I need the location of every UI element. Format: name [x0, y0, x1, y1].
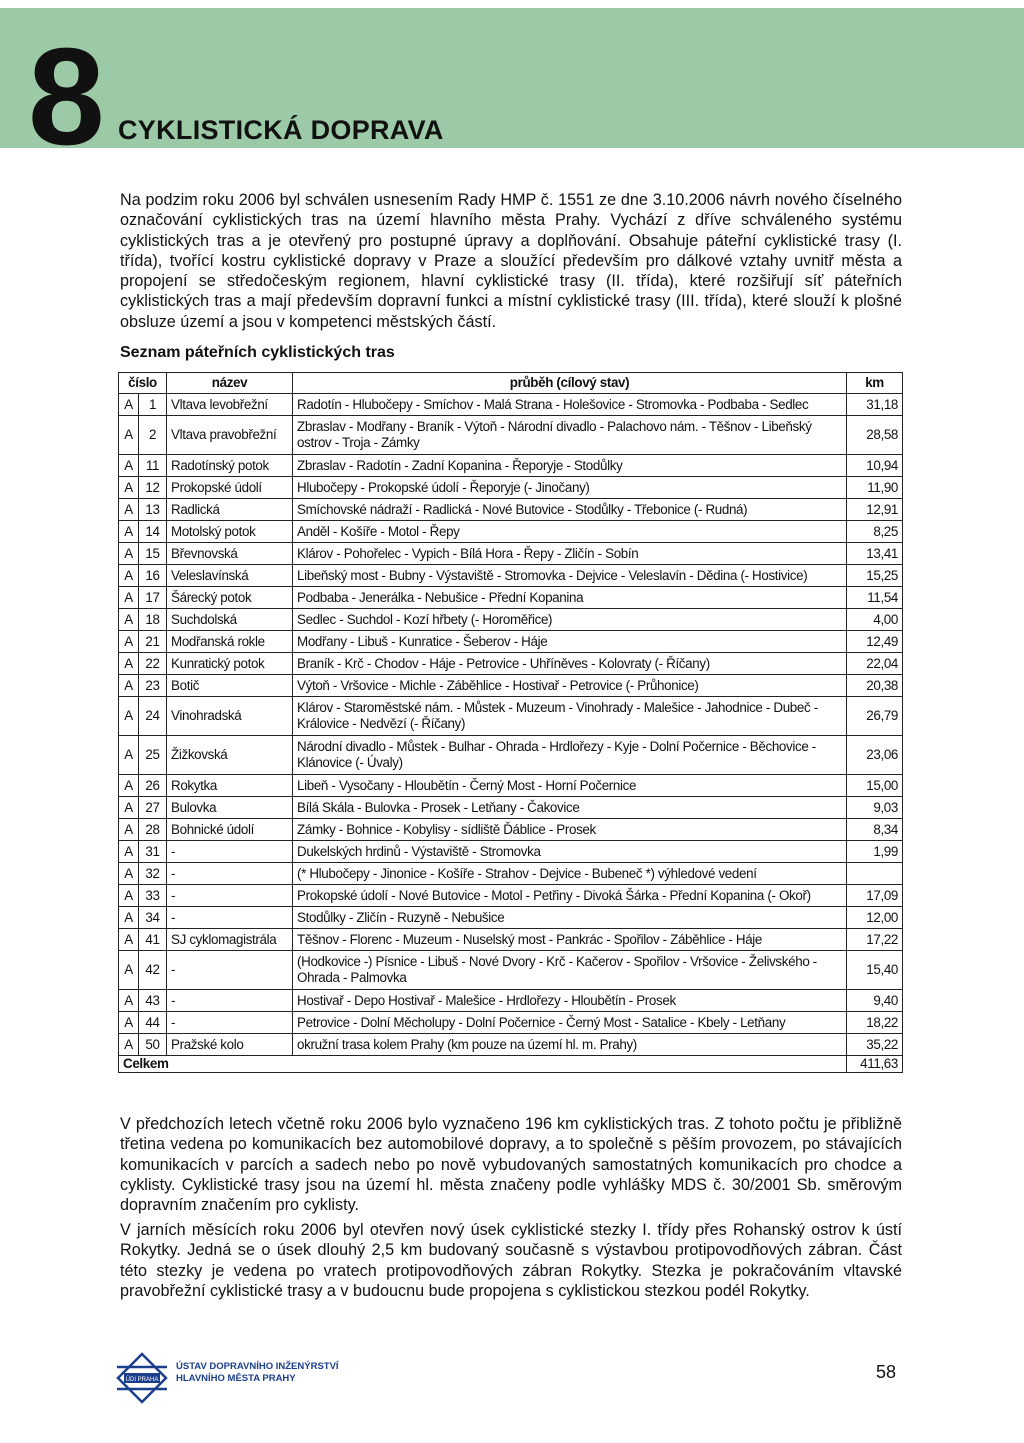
table-row: [119, 863, 903, 885]
route-course: Podbaba - Jenerálka - Nebušice - Přední Kopanina: [293, 587, 847, 609]
route-km: 15,40: [847, 951, 903, 990]
route-name: Bohnické údolí: [167, 819, 293, 841]
route-km: 13,41: [847, 543, 903, 565]
route-course: Libeň - Vysočany - Hloubětín - Černý Most - Horní Počernice: [293, 775, 847, 797]
table-row: [119, 675, 903, 697]
route-name: Šárecký potok: [167, 587, 293, 609]
table-row: [119, 587, 903, 609]
route-name: -: [167, 907, 293, 929]
route-class: A: [119, 394, 139, 416]
route-km: 12,00: [847, 907, 903, 929]
route-course: Modřany - Libuš - Kunratice - Šeberov - Háje: [293, 631, 847, 653]
route-number: 21: [139, 631, 167, 653]
route-number: 44: [139, 1012, 167, 1034]
route-course: Braník - Krč - Chodov - Háje - Petrovice - Uhříněves - Kolovraty (- Říčany): [293, 653, 847, 675]
route-course: Anděl - Košíře - Motol - Řepy: [293, 521, 847, 543]
route-km: 8,25: [847, 521, 903, 543]
route-name: Modřanská rokle: [167, 631, 293, 653]
route-class: A: [119, 951, 139, 990]
route-course: Radotín - Hlubočepy - Smíchov - Malá Strana - Holešovice - Stromovka - Podbaba - Sedlec: [293, 394, 847, 416]
route-class: A: [119, 797, 139, 819]
route-km: 9,40: [847, 990, 903, 1012]
route-class: A: [119, 455, 139, 477]
route-number: 22: [139, 653, 167, 675]
table-row: [119, 1012, 903, 1034]
route-number: 18: [139, 609, 167, 631]
page-number: 58: [876, 1362, 897, 1382]
route-name: Pražské kolo: [167, 1034, 293, 1056]
route-km: 31,18: [847, 394, 903, 416]
route-name: Vltava levobřežní: [167, 394, 293, 416]
route-name: -: [167, 863, 293, 885]
route-km: 12,91: [847, 499, 903, 521]
route-number: 27: [139, 797, 167, 819]
route-course: Hostivař - Depo Hostivař - Malešice - Hrdlořezy - Hloubětín - Prosek: [293, 990, 847, 1012]
route-km: 23,06: [847, 736, 903, 775]
table-row: [119, 1034, 903, 1056]
route-name: Veleslavínská: [167, 565, 293, 587]
route-name: -: [167, 990, 293, 1012]
route-name: Suchdolská: [167, 609, 293, 631]
header-prubeh: průběh (cílový stav): [293, 373, 847, 394]
route-class: A: [119, 1034, 139, 1056]
route-number: 42: [139, 951, 167, 990]
table-row: [119, 990, 903, 1012]
routes-table: [118, 372, 903, 1073]
route-number: 1: [139, 394, 167, 416]
route-name: -: [167, 841, 293, 863]
route-course: Sedlec - Suchdol - Kozí hřbety (- Horoměřice): [293, 609, 847, 631]
route-km: 1,99: [847, 841, 903, 863]
route-km: [847, 863, 903, 885]
route-course: (Hodkovice -) Písnice - Libuš - Nové Dvory - Krč - Kačerov - Spořilov - Vršovice - Želivského - Ohrada - Palmovka: [293, 951, 847, 990]
route-number: 25: [139, 736, 167, 775]
route-number: 2: [139, 416, 167, 455]
header-km: km: [847, 373, 903, 394]
route-km: 17,09: [847, 885, 903, 907]
route-course: Zbraslav - Radotín - Zadní Kopanina - Řeporyje - Stodůlky: [293, 455, 847, 477]
route-km: 12,49: [847, 631, 903, 653]
route-class: A: [119, 587, 139, 609]
route-number: 12: [139, 477, 167, 499]
route-km: 8,34: [847, 819, 903, 841]
route-name: Botič: [167, 675, 293, 697]
route-name: -: [167, 1012, 293, 1034]
route-name: Kunratický potok: [167, 653, 293, 675]
table-row: [119, 609, 903, 631]
route-km: 11,90: [847, 477, 903, 499]
route-course: Prokopské údolí - Nové Butovice - Motol - Petřiny - Divoká Šárka - Přední Kopanina (- Okoř): [293, 885, 847, 907]
route-class: A: [119, 841, 139, 863]
route-name: Vinohradská: [167, 697, 293, 736]
table-row: [119, 929, 903, 951]
chapter-title: CYKLISTICKÁ DOPRAVA: [118, 115, 444, 145]
route-course: Petrovice - Dolní Měcholupy - Dolní Počernice - Černý Most - Satalice - Kbely - Letňany: [293, 1012, 847, 1034]
table-row: [119, 543, 903, 565]
route-course: Národní divadlo - Můstek - Bulhar - Ohrada - Hrdlořezy - Kyje - Dolní Počernice - Běchovice - Klánovice (- Úvaly): [293, 736, 847, 775]
route-class: A: [119, 929, 139, 951]
paragraph-marked-routes: V předchozích letech včetně roku 2006 bylo vyznačeno 196 km cyklistických tras. Z tohoto počtu je přibližně třetina vedena po komunikacích bez automobilové dopravy, a to společně s pěším provozem, po stávajících komunikacích v parcích a sadech nebo po nově vybudovaných samostatných komunikacích pro chodce a cyklisty. Cyklistické trasy jsou na území hl. města značeny podle vyhlášky MDS č. 30/2001 Sb. směrovým dopravním značením pro cyklisty.: [120, 1115, 902, 1215]
table-row: [119, 394, 903, 416]
route-class: A: [119, 675, 139, 697]
table-header-row: [119, 373, 903, 394]
route-name: -: [167, 951, 293, 990]
table-row: [119, 819, 903, 841]
org-line-1: ÚSTAV DOPRAVNÍHO INŽENÝRSTVÍ: [176, 1361, 339, 1372]
footer-organization: [176, 1361, 339, 1385]
route-course: Těšnov - Florenc - Muzeum - Nuselský most - Pankrác - Spořilov - Záběhlice - Háje: [293, 929, 847, 951]
route-number: 32: [139, 863, 167, 885]
route-class: A: [119, 863, 139, 885]
route-class: A: [119, 990, 139, 1012]
route-course: Klárov - Staroměstské nám. - Můstek - Muzeum - Vinohrady - Malešice - Jahodnice - Dubeč - Královice - Nedvězí (- Říčany): [293, 697, 847, 736]
logo-text: ÚDI PRAHA: [125, 1377, 159, 1383]
route-name: Rokytka: [167, 775, 293, 797]
route-class: A: [119, 521, 139, 543]
route-class: A: [119, 653, 139, 675]
route-km: 17,22: [847, 929, 903, 951]
total-km: 411,63: [847, 1056, 903, 1073]
route-class: A: [119, 907, 139, 929]
route-km: 15,00: [847, 775, 903, 797]
route-class: A: [119, 499, 139, 521]
route-name: Radlická: [167, 499, 293, 521]
route-km: 11,54: [847, 587, 903, 609]
route-name: Žižkovská: [167, 736, 293, 775]
table-row: [119, 653, 903, 675]
route-number: 26: [139, 775, 167, 797]
table-row: [119, 885, 903, 907]
table-row: [119, 455, 903, 477]
route-km: 18,22: [847, 1012, 903, 1034]
route-km: 10,94: [847, 455, 903, 477]
table-row: [119, 775, 903, 797]
route-class: A: [119, 565, 139, 587]
table-row: [119, 697, 903, 736]
route-number: 31: [139, 841, 167, 863]
route-course: Klárov - Pohořelec - Vypich - Bílá Hora - Řepy - Zličín - Sobín: [293, 543, 847, 565]
table-row: [119, 477, 903, 499]
route-km: 35,22: [847, 1034, 903, 1056]
route-name: SJ cyklomagistrála: [167, 929, 293, 951]
route-km: 15,25: [847, 565, 903, 587]
route-class: A: [119, 885, 139, 907]
route-class: A: [119, 1012, 139, 1034]
route-number: 24: [139, 697, 167, 736]
paragraph-rohansky-ostrov: V jarních měsících roku 2006 byl otevřen nový úsek cyklistické stezky I. třídy přes Rohanský ostrov k ústí Rokytky. Jedná se o úsek dlouhý 2,5 km budovaný současně s výstavbou protipovodňových zábran. Část této stezky je vedena po vratech protipovodňových zábran Rokytky. Stezka je pokračováním vltavské pravobřežní cyklistické trasy a v budoucnu bude propojena s cyklistickou stezkou podél Rokytky.: [120, 1221, 902, 1300]
route-name: -: [167, 885, 293, 907]
route-number: 14: [139, 521, 167, 543]
org-line-2: HLAVNÍHO MĚSTA PRAHY: [176, 1373, 296, 1384]
route-class: A: [119, 736, 139, 775]
route-number: 50: [139, 1034, 167, 1056]
table-title: Seznam páteřních cyklistických tras: [120, 344, 395, 361]
route-number: 16: [139, 565, 167, 587]
route-course: Hlubočepy - Prokopské údolí - Řeporyje (- Jinočany): [293, 477, 847, 499]
table-row: [119, 521, 903, 543]
route-number: 41: [139, 929, 167, 951]
route-number: 33: [139, 885, 167, 907]
route-course: okružní trasa kolem Prahy (km pouze na území hl. m. Prahy): [293, 1034, 847, 1056]
route-class: A: [119, 819, 139, 841]
route-course: Smíchovské nádraží - Radlická - Nové Butovice - Stodůlky - Třebonice (- Rudná): [293, 499, 847, 521]
route-course: Libeňský most - Bubny - Výstaviště - Stromovka - Dejvice - Veleslavín - Dědina (- Hostivice): [293, 565, 847, 587]
udi-logo-icon: [116, 1352, 168, 1404]
total-row: [119, 1056, 903, 1073]
route-name: Vltava pravobřežní: [167, 416, 293, 455]
table-row: [119, 499, 903, 521]
route-course: Bílá Skála - Bulovka - Prosek - Letňany - Čakovice: [293, 797, 847, 819]
table-row: [119, 951, 903, 990]
route-course: Zbraslav - Modřany - Braník - Výtoň - Národní divadlo - Palachovo nám. - Těšnov - Libeňský ostrov - Troja - Zámky: [293, 416, 847, 455]
route-class: A: [119, 775, 139, 797]
header-cislo: číslo: [119, 373, 167, 394]
route-class: A: [119, 477, 139, 499]
route-number: 23: [139, 675, 167, 697]
route-class: A: [119, 609, 139, 631]
table-row: [119, 841, 903, 863]
route-class: A: [119, 416, 139, 455]
route-km: 20,38: [847, 675, 903, 697]
table-row: [119, 416, 903, 455]
route-class: A: [119, 631, 139, 653]
route-class: A: [119, 697, 139, 736]
table-row: [119, 631, 903, 653]
route-number: 17: [139, 587, 167, 609]
route-name: Břevnovská: [167, 543, 293, 565]
table-row: [119, 565, 903, 587]
header-nazev: název: [167, 373, 293, 394]
route-name: Radotínský potok: [167, 455, 293, 477]
route-number: 11: [139, 455, 167, 477]
route-number: 15: [139, 543, 167, 565]
table-row: [119, 907, 903, 929]
route-course: Výtoň - Vršovice - Michle - Záběhlice - Hostivař - Petrovice (- Průhonice): [293, 675, 847, 697]
route-name: Prokopské údolí: [167, 477, 293, 499]
route-km: 26,79: [847, 697, 903, 736]
route-course: Stodůlky - Zličín - Ruzyně - Nebušice: [293, 907, 847, 929]
route-km: 4,00: [847, 609, 903, 631]
chapter-number: 8: [28, 20, 105, 174]
route-number: 43: [139, 990, 167, 1012]
route-name: Bulovka: [167, 797, 293, 819]
route-number: 28: [139, 819, 167, 841]
route-number: 34: [139, 907, 167, 929]
route-km: 28,58: [847, 416, 903, 455]
route-class: A: [119, 543, 139, 565]
route-course: (* Hlubočepy - Jinonice - Košíře - Strahov - Dejvice - Bubeneč *) výhledové vedení: [293, 863, 847, 885]
table-row: [119, 736, 903, 775]
route-km: 9,03: [847, 797, 903, 819]
table-row: [119, 797, 903, 819]
total-label: Celkem: [119, 1056, 847, 1073]
route-number: 13: [139, 499, 167, 521]
route-course: Dukelských hrdinů - Výstaviště - Stromovka: [293, 841, 847, 863]
route-course: Zámky - Bohnice - Kobylisy - sídliště Ďáblice - Prosek: [293, 819, 847, 841]
route-name: Motolský potok: [167, 521, 293, 543]
intro-paragraph: Na podzim roku 2006 byl schválen usnesením Rady HMP č. 1551 ze dne 3.10.2006 návrh nového číselného označování cyklistických tras na území hlavního města Prahy. Vychází z dříve schváleného systému cyklistických tras a je otevřený pro postupné úpravy a doplňování. Obsahuje páteřní cyklistické trasy (I. třída), tvořící kostru cyklistické dopravy v Praze a sloužící především pro dálkové vztahy uvnitř města a propojení se středočeským regionem, hlavní cyklistické trasy (II. třída), které rozšiřují síť páteřních cyklistických tras a mají především dopravní funkci a místní cyklistické trasy (III. třída), které slouží k plošné obsluze území a jsou v kompetenci městských částí.: [120, 191, 902, 331]
route-km: 22,04: [847, 653, 903, 675]
